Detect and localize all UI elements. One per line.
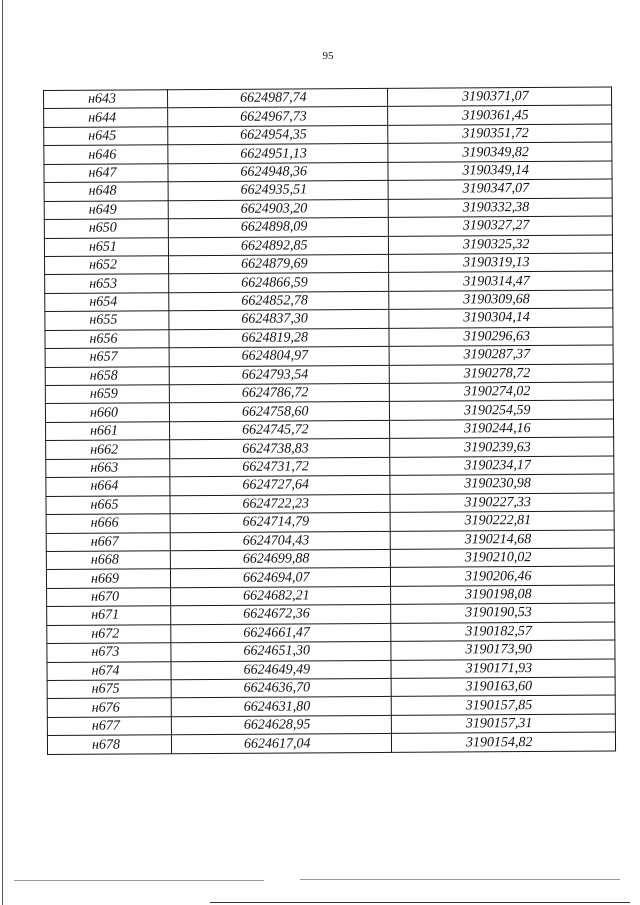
x-coordinate-cell: 6624852,78 bbox=[169, 291, 389, 311]
x-coordinate-cell: 6624951,13 bbox=[168, 144, 388, 164]
point-id-cell: н657 bbox=[45, 348, 169, 367]
x-coordinate-cell: 6624935,51 bbox=[168, 181, 388, 201]
y-coordinate-cell: 3190173,90 bbox=[391, 640, 615, 660]
coordinates-table-body bbox=[44, 87, 616, 754]
point-id-cell: н668 bbox=[46, 551, 170, 570]
x-coordinate-cell: 6624819,28 bbox=[169, 328, 389, 348]
table-row bbox=[47, 732, 615, 754]
point-id-cell: н646 bbox=[44, 145, 168, 164]
y-coordinate-cell: 3190325,32 bbox=[388, 235, 612, 255]
x-coordinate-cell: 6624682,21 bbox=[171, 586, 391, 606]
y-coordinate-cell: 3190347,07 bbox=[388, 179, 612, 199]
x-coordinate-cell: 6624954,35 bbox=[168, 125, 388, 145]
point-id-cell: н658 bbox=[45, 366, 169, 385]
point-id-cell: н666 bbox=[46, 514, 170, 533]
y-coordinate-cell: 3190154,82 bbox=[391, 732, 615, 752]
x-coordinate-cell: 6624617,04 bbox=[171, 734, 391, 754]
x-coordinate-cell: 6624672,36 bbox=[171, 605, 391, 625]
y-coordinate-cell: 3190274,02 bbox=[389, 382, 613, 402]
y-coordinate-cell: 3190244,16 bbox=[390, 419, 614, 439]
point-id-cell: н643 bbox=[44, 90, 168, 109]
point-id-cell: н654 bbox=[45, 293, 169, 312]
point-id-cell: н660 bbox=[45, 403, 169, 422]
point-id-cell: н651 bbox=[44, 237, 168, 256]
page-number: 95 bbox=[322, 50, 334, 62]
y-coordinate-cell: 3190222,81 bbox=[390, 511, 614, 531]
y-coordinate-cell: 3190171,93 bbox=[391, 659, 615, 679]
x-coordinate-cell: 6624987,74 bbox=[168, 88, 388, 108]
x-coordinate-cell: 6624837,30 bbox=[169, 310, 389, 330]
coordinates-table-wrapper bbox=[43, 87, 615, 755]
page-edge bbox=[2, 0, 3, 905]
point-id-cell: н647 bbox=[44, 163, 168, 182]
y-coordinate-cell: 3190163,60 bbox=[391, 677, 615, 697]
x-coordinate-cell: 6624879,69 bbox=[169, 254, 389, 274]
y-coordinate-cell: 3190287,37 bbox=[389, 345, 613, 365]
x-coordinate-cell: 6624804,97 bbox=[169, 347, 389, 367]
point-id-cell: н650 bbox=[44, 219, 168, 238]
y-coordinate-cell: 3190319,13 bbox=[389, 253, 613, 273]
point-id-cell: н670 bbox=[47, 588, 171, 607]
point-id-cell: н655 bbox=[45, 311, 169, 330]
point-id-cell: н669 bbox=[46, 569, 170, 588]
y-coordinate-cell: 3190206,46 bbox=[390, 566, 614, 586]
x-coordinate-cell: 6624948,36 bbox=[168, 162, 388, 182]
x-coordinate-cell: 6624722,23 bbox=[170, 494, 390, 514]
y-coordinate-cell: 3190198,08 bbox=[391, 585, 615, 605]
x-coordinate-cell: 6624786,72 bbox=[169, 383, 389, 403]
x-coordinate-cell: 6624866,59 bbox=[169, 273, 389, 293]
point-id-cell: н677 bbox=[47, 717, 171, 736]
x-coordinate-cell: 6624651,30 bbox=[171, 642, 391, 662]
point-id-cell: н673 bbox=[47, 643, 171, 662]
x-coordinate-cell: 6624714,79 bbox=[170, 512, 390, 532]
x-coordinate-cell: 6624699,88 bbox=[170, 549, 390, 569]
y-coordinate-cell: 3190349,14 bbox=[388, 161, 612, 181]
x-coordinate-cell: 6624738,83 bbox=[170, 439, 390, 459]
coordinates-table bbox=[43, 87, 616, 755]
point-id-cell: н656 bbox=[45, 329, 169, 348]
x-coordinate-cell: 6624727,64 bbox=[170, 476, 390, 496]
point-id-cell: н676 bbox=[47, 698, 171, 717]
x-coordinate-cell: 6624628,95 bbox=[171, 715, 391, 735]
point-id-cell: н665 bbox=[46, 495, 170, 514]
y-coordinate-cell: 3190239,63 bbox=[390, 437, 614, 457]
point-id-cell: н661 bbox=[46, 422, 170, 441]
y-coordinate-cell: 3190227,33 bbox=[390, 493, 614, 513]
scan-artifact-line bbox=[14, 880, 264, 881]
scan-artifact-line bbox=[300, 879, 620, 880]
y-coordinate-cell: 3190234,17 bbox=[390, 456, 614, 476]
y-coordinate-cell: 3190296,63 bbox=[389, 327, 613, 347]
y-coordinate-cell: 3190157,85 bbox=[391, 695, 615, 715]
point-id-cell: н671 bbox=[47, 606, 171, 625]
point-id-cell: н672 bbox=[47, 624, 171, 643]
point-id-cell: н649 bbox=[44, 200, 168, 219]
y-coordinate-cell: 3190309,68 bbox=[389, 290, 613, 310]
y-coordinate-cell: 3190314,47 bbox=[389, 271, 613, 291]
point-id-cell: н678 bbox=[47, 735, 171, 754]
x-coordinate-cell: 6624649,49 bbox=[171, 660, 391, 680]
y-coordinate-cell: 3190371,07 bbox=[387, 87, 611, 107]
y-coordinate-cell: 3190210,02 bbox=[390, 548, 614, 568]
point-id-cell: н662 bbox=[46, 440, 170, 459]
point-id-cell: н652 bbox=[45, 256, 169, 275]
y-coordinate-cell: 3190327,27 bbox=[388, 216, 612, 236]
y-coordinate-cell: 3190230,98 bbox=[390, 474, 614, 494]
point-id-cell: н664 bbox=[46, 477, 170, 496]
x-coordinate-cell: 6624636,70 bbox=[171, 678, 391, 698]
y-coordinate-cell: 3190332,38 bbox=[388, 198, 612, 218]
x-coordinate-cell: 6624631,80 bbox=[171, 697, 391, 717]
x-coordinate-cell: 6624745,72 bbox=[170, 420, 390, 440]
x-coordinate-cell: 6624892,85 bbox=[168, 236, 388, 256]
y-coordinate-cell: 3190304,14 bbox=[389, 308, 613, 328]
point-id-cell: н645 bbox=[44, 127, 168, 146]
x-coordinate-cell: 6624661,47 bbox=[171, 623, 391, 643]
x-coordinate-cell: 6624704,43 bbox=[170, 531, 390, 551]
y-coordinate-cell: 3190254,59 bbox=[389, 400, 613, 420]
point-id-cell: н663 bbox=[46, 458, 170, 477]
y-coordinate-cell: 3190278,72 bbox=[389, 364, 613, 384]
x-coordinate-cell: 6624731,72 bbox=[170, 457, 390, 477]
x-coordinate-cell: 6624793,54 bbox=[169, 365, 389, 385]
point-id-cell: н648 bbox=[44, 182, 168, 201]
x-coordinate-cell: 6624898,09 bbox=[168, 217, 388, 237]
scan-artifact-line bbox=[210, 902, 630, 903]
point-id-cell: н667 bbox=[46, 532, 170, 551]
y-coordinate-cell: 3190182,57 bbox=[391, 622, 615, 642]
y-coordinate-cell: 3190361,45 bbox=[388, 105, 612, 125]
y-coordinate-cell: 3190190,53 bbox=[391, 603, 615, 623]
point-id-cell: н659 bbox=[45, 385, 169, 404]
x-coordinate-cell: 6624758,60 bbox=[169, 402, 389, 422]
point-id-cell: н644 bbox=[44, 108, 168, 127]
y-coordinate-cell: 3190351,72 bbox=[388, 124, 612, 144]
x-coordinate-cell: 6624967,73 bbox=[168, 107, 388, 127]
x-coordinate-cell: 6624694,07 bbox=[170, 568, 390, 588]
point-id-cell: н675 bbox=[47, 680, 171, 699]
y-coordinate-cell: 3190157,31 bbox=[391, 714, 615, 734]
x-coordinate-cell: 6624903,20 bbox=[168, 199, 388, 219]
point-id-cell: н653 bbox=[45, 274, 169, 293]
point-id-cell: н674 bbox=[47, 661, 171, 680]
y-coordinate-cell: 3190214,68 bbox=[390, 530, 614, 550]
y-coordinate-cell: 3190349,82 bbox=[388, 142, 612, 162]
